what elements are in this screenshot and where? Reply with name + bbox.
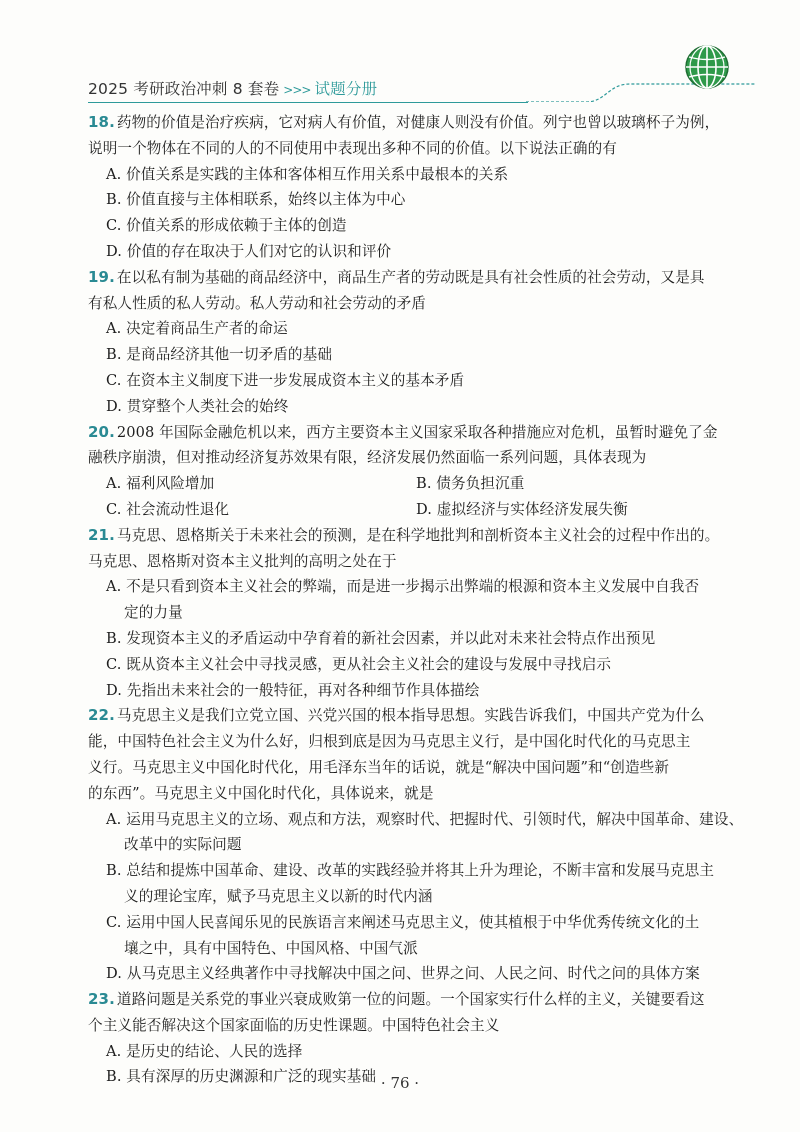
answer-option: C. 既从资本主义社会中寻找灵感，更从社会主义社会的建设与发展中寻找启示 (106, 655, 612, 673)
section-title: 试题分册 (314, 80, 378, 98)
answer-option: D. 虚拟经济与实体经济发展失衡 (416, 500, 628, 518)
question-stem-line (88, 987, 728, 1013)
question-stem-line (88, 291, 728, 317)
question-stem-text: 马克思、恩格斯关于未来社会的预测，是在科学地批判和剖析资本主义社会的过程中作出的。 (116, 526, 720, 544)
header-title-bar (88, 77, 377, 99)
question-number: 18. (88, 113, 115, 131)
answer-option-row (88, 471, 728, 497)
answer-option: A. 福利风险增加 (106, 475, 215, 493)
question-number: 21. (88, 525, 115, 544)
answer-option: B. 发现资本主义的矛盾运动中孕育着的新社会因素，并以此对未来社会特点作出预见 (106, 629, 656, 647)
question-stem-text: 个主义能否解决这个国家面临的历史性课题。中国特色社会主义 (88, 1016, 500, 1034)
answer-option: B. 是商品经济其他一切矛盾的基础 (106, 346, 333, 364)
question-stem-text: 药物的价值是治疗疾病，它对病人有价值，对健康人则没有价值。列宁也曾以玻璃杯子为例， (116, 114, 720, 131)
question-stem-line (88, 549, 728, 575)
question-item (88, 420, 728, 523)
answer-option: C. 运用中国人民喜闻乐见的民族语言来阐述马克思主义，使其植根于中华优秀传统文化的土 (106, 913, 700, 931)
question-stem-text: 说明一个物体在不同的人的不同使用中表现出多种不同的价值。以下说法正确的有 (88, 139, 617, 157)
question-item (88, 265, 728, 420)
question-stem-text: 融秩序崩溃，但对推动经济复苏效果有限，经济发展仍然面临一系列问题，具体表现为 (88, 449, 647, 467)
answer-option-row (88, 497, 728, 523)
question-stem-text: 有私人性质的私人劳动。私人劳动和社会劳动的矛盾 (88, 294, 426, 312)
page-header (88, 68, 738, 108)
question-number: 20. (88, 422, 115, 441)
answer-option: D. 先指出未来社会的一般特征，再对各种细节作具体描绘 (106, 681, 480, 699)
question-stem-text: 马克思主义是我们立党立国、兴党兴国的根本指导思想。实践告诉我们，中国共产党为什么 (116, 707, 705, 725)
question-stem-line (88, 265, 728, 291)
answer-option: A. 是历史的结论、人民的选择 (106, 1042, 303, 1060)
question-stem-text: 在以私有制为基础的商品经济中，商品生产者的劳动既是具有社会性质的社会劳动，又是具 (116, 268, 705, 286)
answer-option: A. 运用马克思主义的立场、观点和方法，观察时代、把握时代、引领时代，解决中国革命、建设、 (106, 810, 744, 828)
answer-option: A. 决定着商品生产者的命运 (106, 320, 288, 338)
answer-option: C. 在资本主义制度下进一步发展成资本主义的基本矛盾 (106, 371, 465, 389)
question-stem-text: 马克思、恩格斯对资本主义批判的高明之处在于 (88, 552, 397, 570)
answer-option: D. 价值的存在取决于人们对它的认识和评价 (106, 242, 392, 260)
question-number: 19. (88, 267, 115, 286)
book-title: 2025 考研政治冲刺 8 套卷 (88, 80, 280, 98)
answer-option: C. 价值关系的形成依赖于主体的创造 (106, 217, 347, 235)
question-list (88, 110, 744, 1090)
answer-option: B. 价值直接与主体相联系，始终以主体为中心 (106, 191, 406, 209)
question-stem-line (88, 1013, 728, 1039)
globe-icon (684, 44, 730, 90)
answer-option: D. 贯穿整个人类社会的始终 (106, 397, 289, 415)
answer-option: B. 总结和提炼中国革命、建设、改革的实践经验并将其上升为理论，不断丰富和发展马克思主 (106, 862, 715, 880)
question-stem-line (88, 110, 728, 136)
answer-option: A. 价值关系是实践的主体和客体相互作用关系中最根本的关系 (106, 165, 509, 183)
answer-option: C. 社会流动性退化 (106, 500, 230, 518)
answer-option: 壤之中，具有中国特色、中国风格、中国气派 (124, 939, 418, 957)
question-stem-text: 道路问题是关系党的事业兴衰成败第一位的问题。一个国家实行什么样的主义，关键要看这 (116, 991, 705, 1009)
answer-option: 义的理论宝库，赋予马克思主义以新的时代内涵 (124, 887, 433, 905)
answer-option: D. 从马克思主义经典著作中寻找解决中国之问、世界之问、人民之问、时代之问的具体方案 (106, 965, 700, 983)
question-stem-line (88, 729, 728, 755)
question-item (88, 703, 744, 987)
answer-option: 定的力量 (124, 604, 183, 622)
question-item (88, 110, 728, 265)
question-stem-line (88, 420, 728, 446)
question-stem-text: 义行。马克思主义中国化时代化，用毛泽东当年的话说，就是“解决中国问题”和“创造些新 (88, 758, 670, 776)
question-stem-line (88, 445, 728, 471)
page-number: · 76 · (380, 1074, 420, 1092)
answer-option: B. 债务负担沉重 (416, 475, 525, 493)
question-stem-line (88, 755, 728, 781)
question-item (88, 523, 728, 704)
question-stem-text: 2008 年国际金融危机以来，西方主要资本主义国家采取各种措施应对危机，虽暂时避免了金 (116, 423, 718, 441)
question-stem-line (88, 781, 728, 807)
question-number: 23. (88, 990, 115, 1009)
question-stem-line (88, 523, 728, 549)
question-stem-line (88, 703, 728, 729)
answer-option: A. 不是只看到资本主义社会的弊端，而是进一步揭示出弊端的根源和资本主义发展中自我否 (106, 578, 700, 596)
question-stem-line (88, 136, 728, 162)
question-number: 22. (88, 706, 115, 725)
question-stem-text: 能，中国特色社会主义为什么好，归根到底是因为马克思主义行，是中国化时代化的马克思主 (88, 733, 691, 751)
header-rule (88, 102, 528, 103)
question-stem-text: 的东西”。马克思主义中国化时代化，具体说来，就是 (88, 784, 434, 802)
header-arrows: >>> (283, 83, 311, 97)
answer-option: 改革中的实际问题 (124, 836, 242, 854)
answer-option: B. 具有深厚的历史渊源和广泛的现实基础 (106, 1068, 377, 1086)
